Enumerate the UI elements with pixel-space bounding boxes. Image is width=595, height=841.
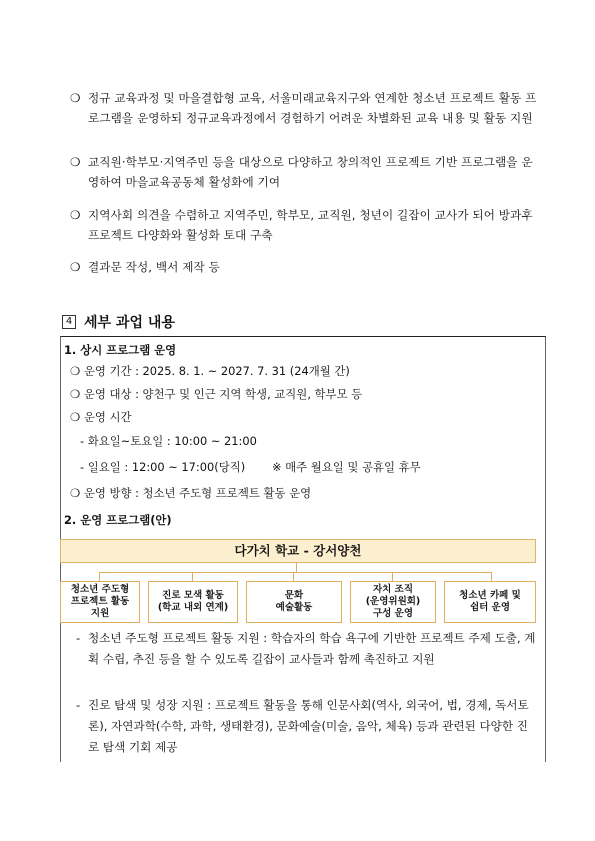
program-box <box>246 581 342 623</box>
connector-line <box>192 572 193 581</box>
time-sunday: - 일요일 : 12:00 ~ 17:00(당직) <box>80 460 246 474</box>
direction-text: ❍ 운영 방향 : 청소년 주도형 프로젝트 활동 운영 <box>70 486 312 500</box>
program-box <box>60 581 140 623</box>
program-box-line: 청소년 카페 및 <box>459 590 521 601</box>
circle-bullet-icon: ❍ <box>70 208 81 222</box>
time-weekday: - 화요일~토요일 : 10:00 ~ 21:00 <box>80 434 257 448</box>
subsection-heading: 1. 상시 프로그램 운영 <box>64 343 177 357</box>
connector-line <box>392 572 393 581</box>
subsection-heading: 2. 운영 프로그램(안) <box>64 513 172 527</box>
bullet-item <box>70 152 540 192</box>
program-box-line: 구성 운영 <box>372 608 413 619</box>
bullet-text: 교직원·학부모·지역주민 등을 대상으로 다양하고 창의적인 프로젝트 기반 프로그램을 운영하여 마을교육공동체 활성화에 기여 <box>88 155 533 189</box>
time-note: ※ 매주 월요일 및 공휴일 휴무 <box>272 460 421 474</box>
bullet-text: 정규 교육과정 및 마을결합형 교육, 서울미래교육지구와 연계한 청소년 프로젝트 활동 프로그램을 운영하되 정규교육과정에서 경험하기 어려운 차별화된 교육 내용 및 활동 지원 <box>88 91 537 125</box>
circle-bullet-icon: ❍ <box>70 260 81 274</box>
description-paragraph <box>76 628 538 670</box>
period-text: ❍ 운영 기간 : 2025. 8. 1. ~ 2027. 7. 31 (24개월 간) <box>70 364 350 378</box>
connector-line <box>293 572 294 581</box>
program-box <box>444 581 536 623</box>
connector-line <box>99 572 491 573</box>
time-label: ❍ 운영 시간 <box>70 410 132 424</box>
bullet-text: 지역사회 의견을 수렴하고 지역주민, 학부모, 교직원, 청년이 길잡이 교사가 되어 방과후 프로젝트 다양화와 활성화 토대 구축 <box>88 208 533 242</box>
connector-line <box>296 562 297 572</box>
connector-line <box>99 572 100 581</box>
dash-marker: - <box>76 698 81 712</box>
description-paragraph <box>76 695 538 758</box>
section-heading <box>62 312 175 332</box>
circle-bullet-icon: ❍ <box>70 155 81 169</box>
program-box-line: 진로 모색 활동 <box>162 590 224 601</box>
section-title: 세부 과업 내용 <box>84 315 175 331</box>
program-box <box>350 581 436 623</box>
program-box-line: (학교 내외 연계) <box>157 602 229 613</box>
section-number: 4 <box>62 315 76 329</box>
program-box-line: 쉼터 운영 <box>469 602 510 613</box>
bullet-text: 결과문 작성, 백서 제작 등 <box>88 260 220 274</box>
program-box-line: 예술활동 <box>275 602 313 613</box>
bullet-item <box>70 88 540 128</box>
program-box-line: 청소년 주도형 <box>70 584 130 595</box>
program-box-line: 지원 <box>90 608 110 619</box>
program-box-line: 자치 조직 <box>372 584 413 595</box>
program-box-line: 문화 <box>284 590 304 601</box>
dash-marker: - <box>76 631 81 645</box>
connector-line <box>491 572 492 581</box>
bullet-item <box>70 257 540 277</box>
target-text: ❍ 운영 대상 : 양천구 및 인근 지역 학생, 교직원, 학부모 등 <box>70 387 363 401</box>
circle-bullet-icon: ❍ <box>70 91 81 105</box>
paragraph-text: 청소년 주도형 프로젝트 활동 지원 : 학습자의 학습 욕구에 기반한 프로젝트 주제 도출, 계획 수립, 추진 등을 할 수 있도록 길잡이 교사들과 함께 촉진하고 지원 <box>88 631 536 666</box>
program-banner: 다가치 학교 - 강서양천 <box>60 539 536 563</box>
program-box-line: (운영위원회) <box>365 596 421 607</box>
program-box-line: 프로젝트 활동 <box>70 596 130 607</box>
paragraph-text: 진로 탐색 및 성장 지원 : 프로젝트 활동을 통해 인문사회(역사, 외국어, 법, 경제, 독서토론), 자연과학(수학, 과학, 생태환경), 문화예술(미술, 음악, 체육) 등과 관련된 다양한 진로 탐색 기회 제공 <box>88 698 529 754</box>
bullet-item <box>70 205 540 245</box>
program-box <box>148 581 238 623</box>
